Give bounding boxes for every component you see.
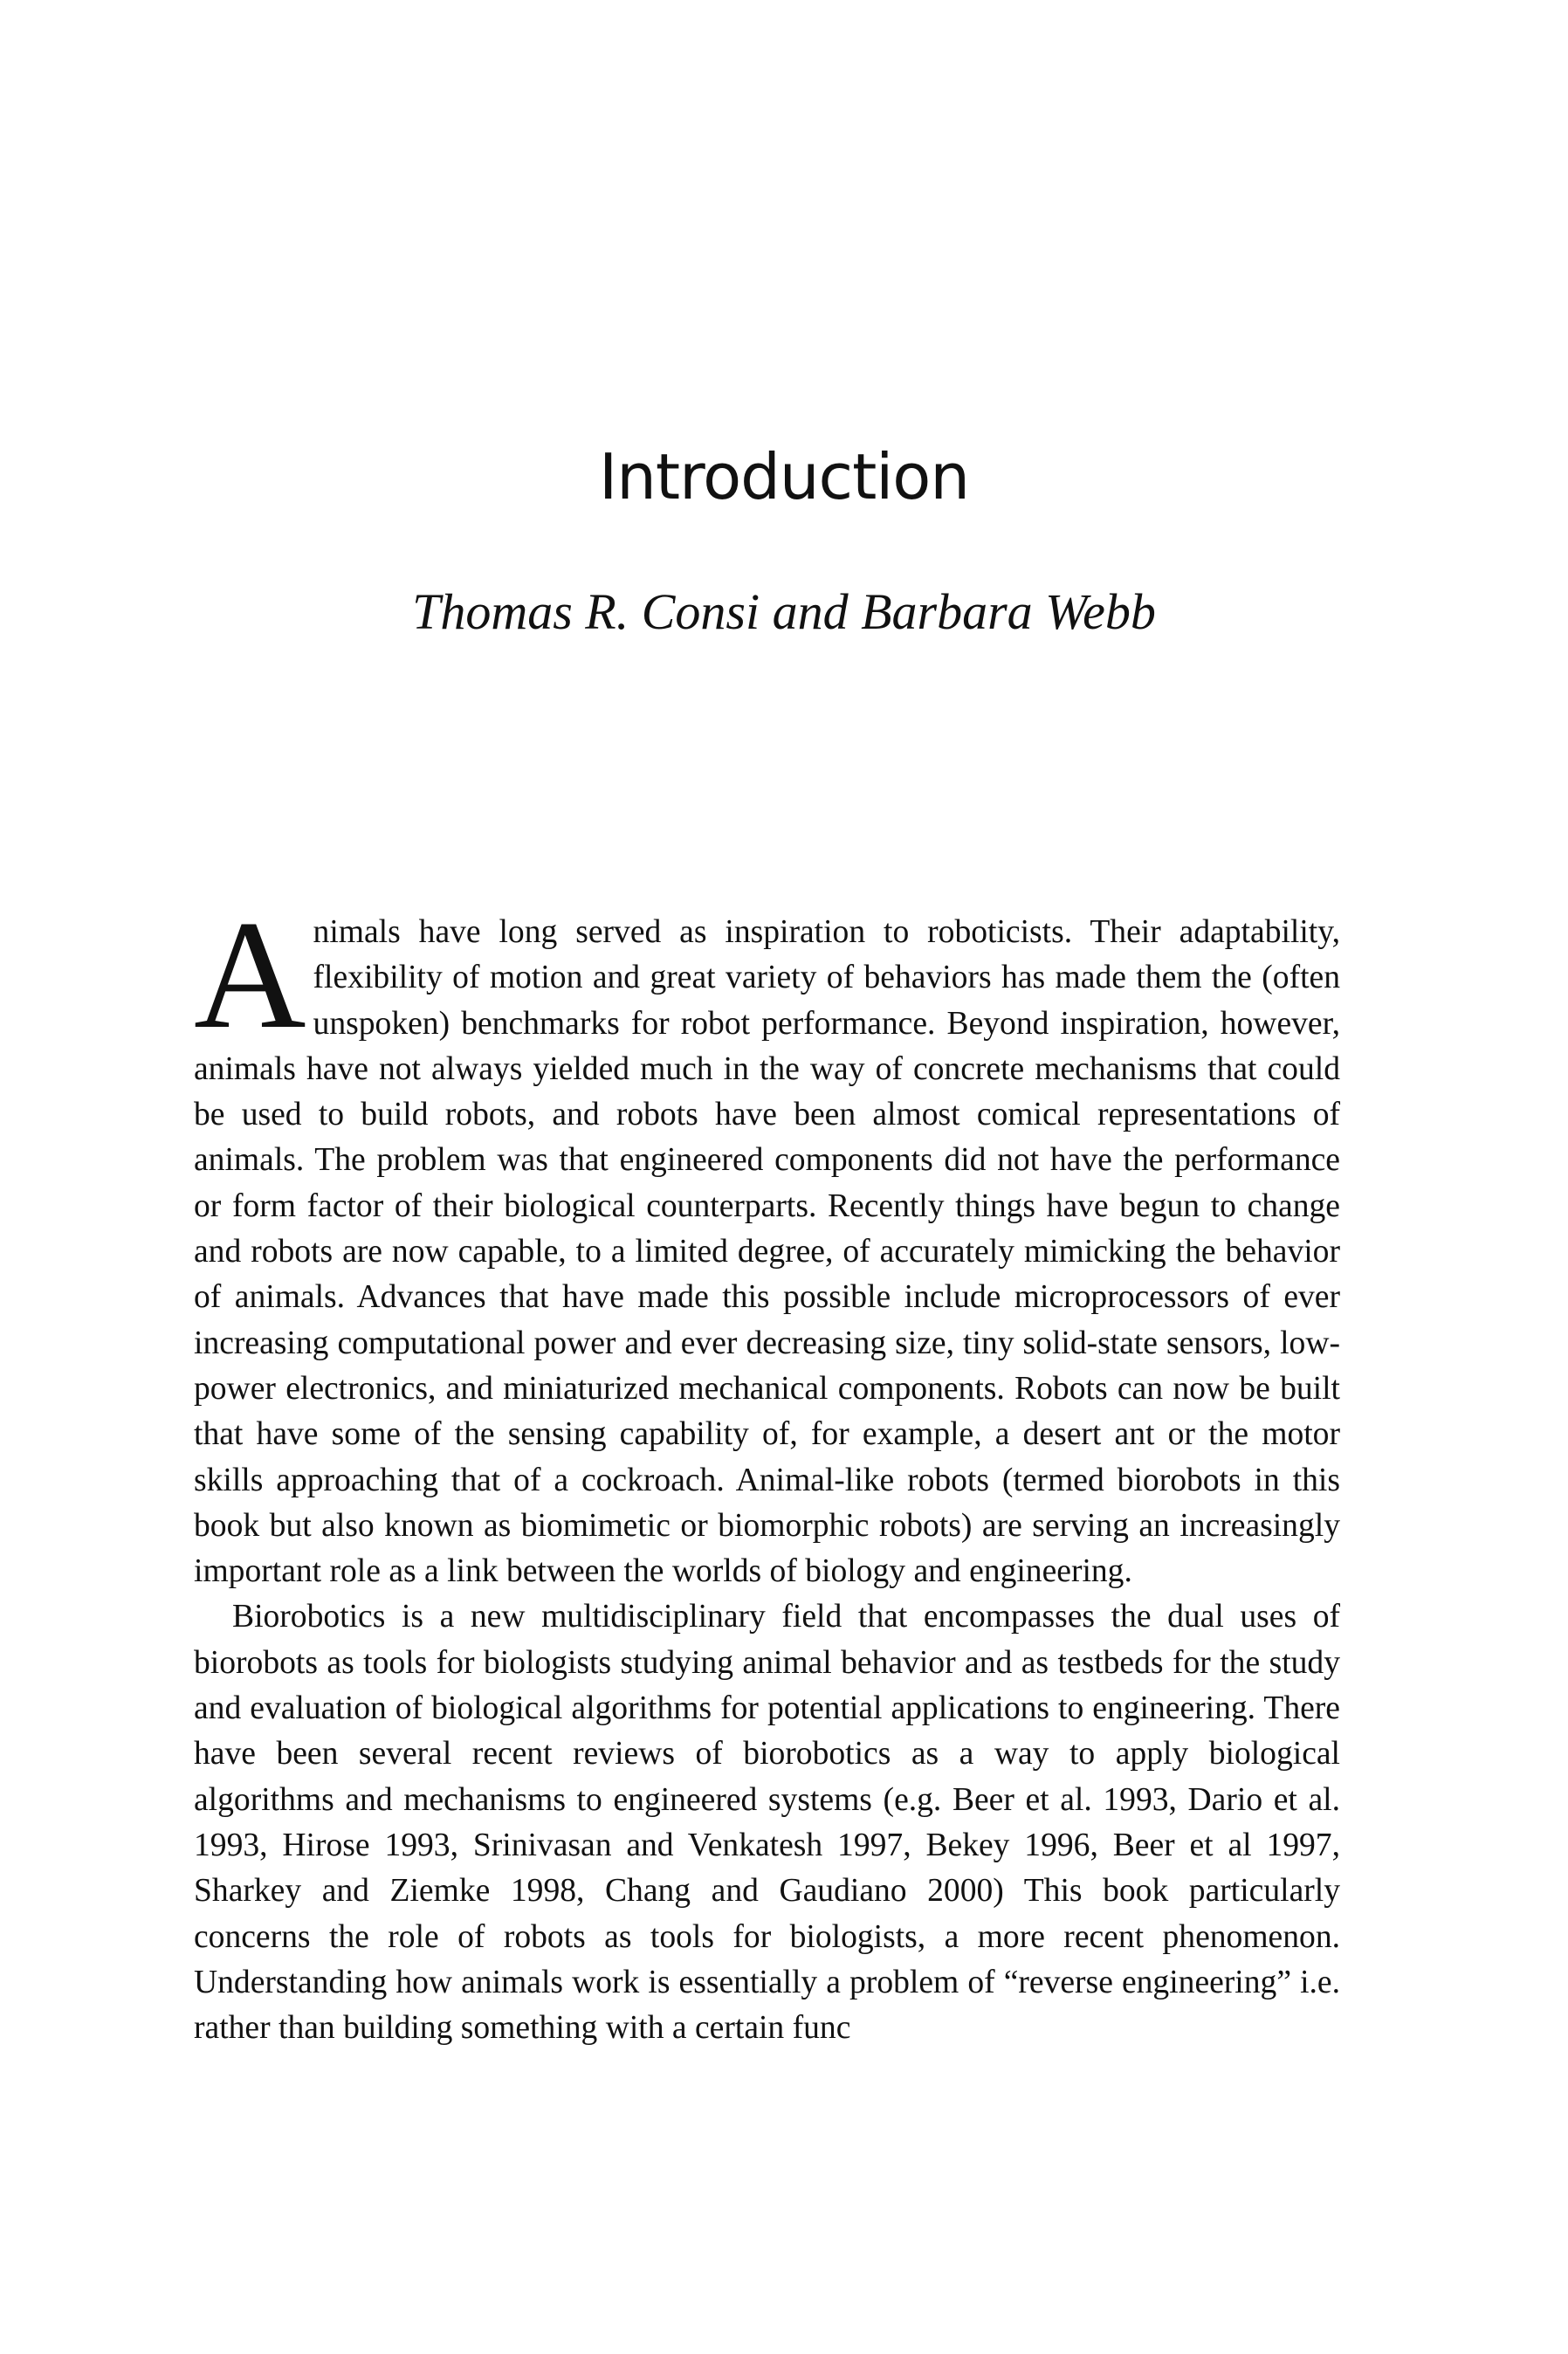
drop-cap: A xyxy=(194,888,306,1061)
chapter-authors: Thomas R. Consi and Barbara Webb xyxy=(412,583,1156,640)
chapter-title: Introduction xyxy=(598,440,969,513)
paragraph-2: Biorobotics is a new multidisciplinary field that encompasses the dual uses of biorobots as tools for biologists studying animal behavior and as testbeds for the study and evaluation of biological algorithms for potential applications to engineering. There have been several recent reviews of biorobotics as a way to apply biological algorithms and mechanisms to engineered systems (e.g. Beer et al. 1993, Dario et al. 1993, Hirose 1993, Srinivasan and Venkatesh 1997, Bekey 1996, Beer et al 1997, Sharkey and Ziemke 1998, Chang and Gaudiano 2000) This book particularly concerns the role of robots as tools for biologists, a more recent phenomenon. Understanding how animals work is essentially a problem of “reverse engineering” i.e. rather than building something with a certain func xyxy=(194,1599,1340,2047)
body-text xyxy=(194,888,1340,2051)
paragraph-1-text: nimals have long served as inspiration to roboticists. Their adaptability, flexibility of motion and great variety of behaviors has made them the (often unspoken) benchmarks for robot performance. Beyond inspiration, however, animals have not always yielded much in the way of concrete mechanisms that could be used to build robots, and robots have been almost comical representations of animals. The problem was that engineered components did not have the performance or form factor of their biological counterparts. Recently things have begun to change and robots are now capable, to a limited degree, of accurately mimicking the behavior of animals. Advances that have made this possible include microprocessors of ever increasing computational power and ever decreasing size, tiny solid-state sensors, low-power electronics, and miniaturized mechanical components. Robots can now be built that have some of the sensing capability of, for example, a desert ant or the motor skills approaching that of a cockroach. Animal-like robots (termed biorobots in this book but also known as biomimetic or biomorphic robots) are serving an increasingly important role as a link between the worlds of biology and engineering. xyxy=(194,914,1340,1590)
paragraph-1 xyxy=(194,888,1340,1594)
